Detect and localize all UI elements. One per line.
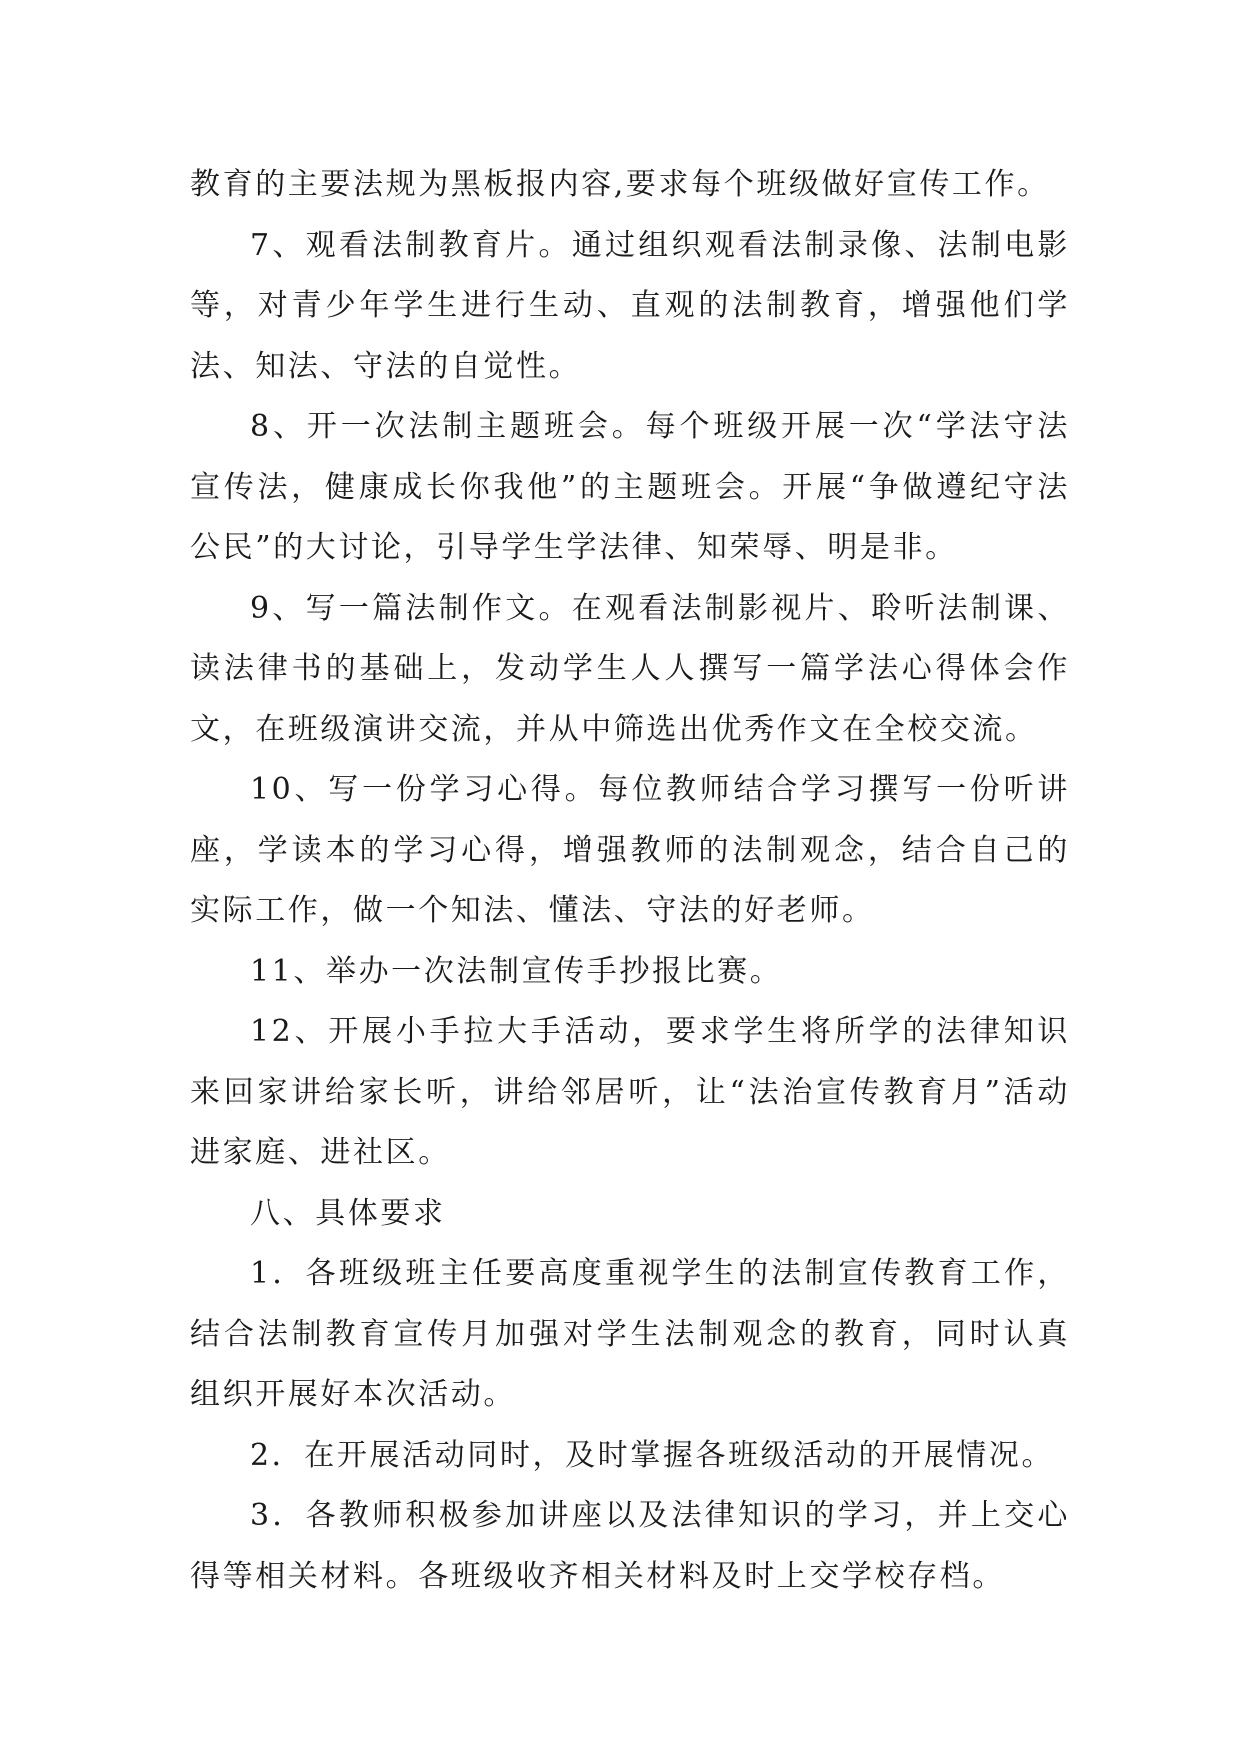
- paragraph-requirement-3: 3．各教师积极参加讲座以及法律知识的学习，并上交心得等相关材料。各班级收齐相关材料及时上交学校存档。: [190, 1498, 1070, 1594]
- paragraph-item-9: 9、写一篇法制作文。在观看法制影视片、聆听法制课、读法律书的基础上，发动学生人人撰写一篇学法心得体会作文，在班级演讲交流，并从中筛选出优秀作文在全校交流。: [190, 590, 1070, 747]
- paragraph-item-8: 8、开一次法制主题班会。每个班级开展一次“学法守法宣传法，健康成长你我他”的主题班会。开展“争做遵纪守法公民”的大讨论，引导学生学法律、知荣辱、明是非。: [190, 409, 1070, 565]
- paragraph-requirement-1: 1．各班级班主任要高度重视学生的法制宣传教育工作，结合法制教育宣传月加强对学生法制观念的教育，同时认真组织开展好本次活动。: [190, 1256, 1070, 1412]
- paragraph-requirement-2: 2．在开展活动同时，及时掌握各班级活动的开展情况。: [250, 1437, 1055, 1473]
- paragraph-item-11: 11、举办一次法制宣传手抄报比赛。: [250, 953, 783, 989]
- paragraph-item-10: 10、写一份学习心得。每位教师结合学习撰写一份听讲座，学读本的学习心得，增强教师的法制观念，结合自己的实际工作，做一个知法、懂法、守法的好老师。: [190, 772, 1070, 928]
- paragraph-item-12: 12、开展小手拉大手活动，要求学生将所学的法律知识来回家讲给家长听，讲给邻居听，让“法治宣传教育月”活动进家庭、进社区。: [190, 1014, 1070, 1170]
- paragraph-item-7: 7、观看法制教育片。通过组织观看法制录像、法制电影等，对青少年学生进行生动、直观的法制教育，增强他们学法、知法、守法的自觉性。: [190, 227, 1070, 384]
- section-heading-requirements: 八、具体要求: [250, 1195, 446, 1231]
- paragraph-continuation: 教育的主要法规为黑板报内容,要求每个班级做好宣传工作。: [190, 167, 1050, 202]
- document-body: [190, 155, 1070, 1607]
